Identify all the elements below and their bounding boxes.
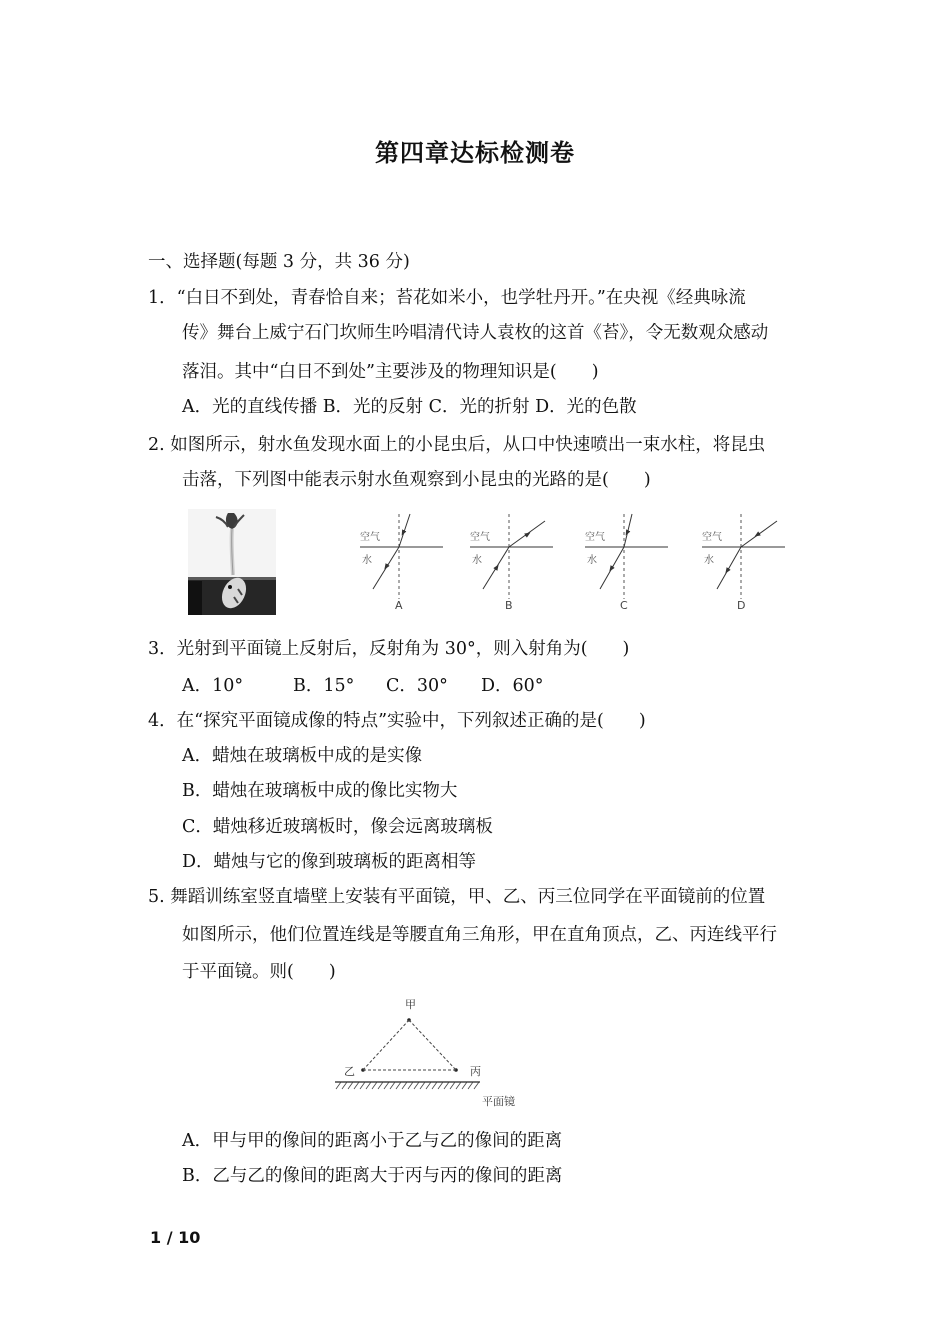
q3-option-c: C．30°: [386, 676, 448, 696]
q4-option-c: C．蜡烛移近玻璃板时，像会远离玻璃板: [182, 817, 493, 837]
water-label-b: 水: [472, 555, 482, 566]
q5-line-3: 于平面镜。则( ): [182, 962, 336, 982]
diagram-c: [585, 514, 668, 612]
label-jia: 甲: [405, 998, 416, 1011]
refraction-diagrams: [355, 509, 795, 619]
q5-line-1: 5. 舞蹈训练室竖直墙壁上安装有平面镜，甲、乙、丙三位同学在平面镜前的位置: [148, 887, 766, 907]
q1-options: A．光的直线传播 B．光的反射 C．光的折射 D．光的色散: [182, 397, 637, 417]
archer-fish-photo: [188, 509, 276, 615]
page-number: 1 / 10: [150, 1228, 201, 1247]
label-d: D: [737, 599, 746, 612]
air-label-d: 空气: [702, 532, 722, 543]
q3-option-a: A．10°: [182, 676, 244, 696]
q5-option-a: A．甲与甲的像间的距离小于乙与乙的像间的距离: [182, 1131, 563, 1151]
q4-option-a: A．蜡烛在玻璃板中成的是实像: [182, 746, 423, 766]
q4-option-b: B．蜡烛在玻璃板中成的像比实物大: [182, 781, 458, 801]
label-c: C: [620, 599, 628, 612]
diagram-a: [360, 514, 443, 612]
q1-line-1: 1．“白日不到处，青春恰自来；苔花如米小，也学牡丹开。”在央视《经典咏流: [148, 288, 746, 308]
water-label-a: 水: [362, 555, 372, 566]
q4-option-d: D．蜡烛与它的像到玻璃板的距离相等: [182, 852, 477, 872]
section-heading: 一、选择题(每题 3 分，共 36 分): [148, 252, 410, 272]
q2-line-2: 击落，下列图中能表示射水鱼观察到小昆虫的光路的是( ): [182, 470, 651, 490]
label-yi: 乙: [344, 1065, 355, 1078]
air-label-c: 空气: [585, 532, 605, 543]
q1-line-3: 落泪。其中“白日不到处”主要涉及的物理知识是( ): [182, 362, 599, 382]
diagram-d: [702, 514, 785, 612]
q4-line-1: 4．在“探究平面镜成像的特点”实验中，下列叙述正确的是( ): [148, 711, 646, 731]
mirror-triangle-diagram: [330, 995, 540, 1113]
page-title: 第四章达标检测卷: [375, 139, 575, 167]
label-mirror: 平面镜: [482, 1095, 515, 1108]
q3-option-d: D．60°: [481, 676, 544, 696]
q3-option-b: B．15°: [293, 676, 355, 696]
label-b: B: [505, 599, 513, 612]
label-bing: 丙: [470, 1065, 481, 1078]
water-label-c: 水: [587, 555, 597, 566]
diagram-b: [470, 514, 553, 612]
q1-line-2: 传》舞台上威宁石门坎师生吟唱清代诗人袁枚的这首《苔》，令无数观众感动: [182, 323, 769, 343]
label-a: A: [395, 599, 403, 612]
water-label-d: 水: [704, 555, 714, 566]
q5-option-b: B．乙与乙的像间的距离大于丙与丙的像间的距离: [182, 1166, 563, 1186]
q2-line-1: 2. 如图所示，射水鱼发现水面上的小昆虫后，从口中快速喷出一束水柱，将昆虫: [148, 435, 766, 455]
air-label-b: 空气: [470, 532, 490, 543]
air-label-a: 空气: [360, 532, 380, 543]
q3-line-1: 3．光射到平面镜上反射后，反射角为 30°，则入射角为( ): [148, 639, 630, 659]
q5-line-2: 如图所示，他们位置连线是等腰直角三角形，甲在直角顶点，乙、丙连线平行: [182, 925, 777, 945]
